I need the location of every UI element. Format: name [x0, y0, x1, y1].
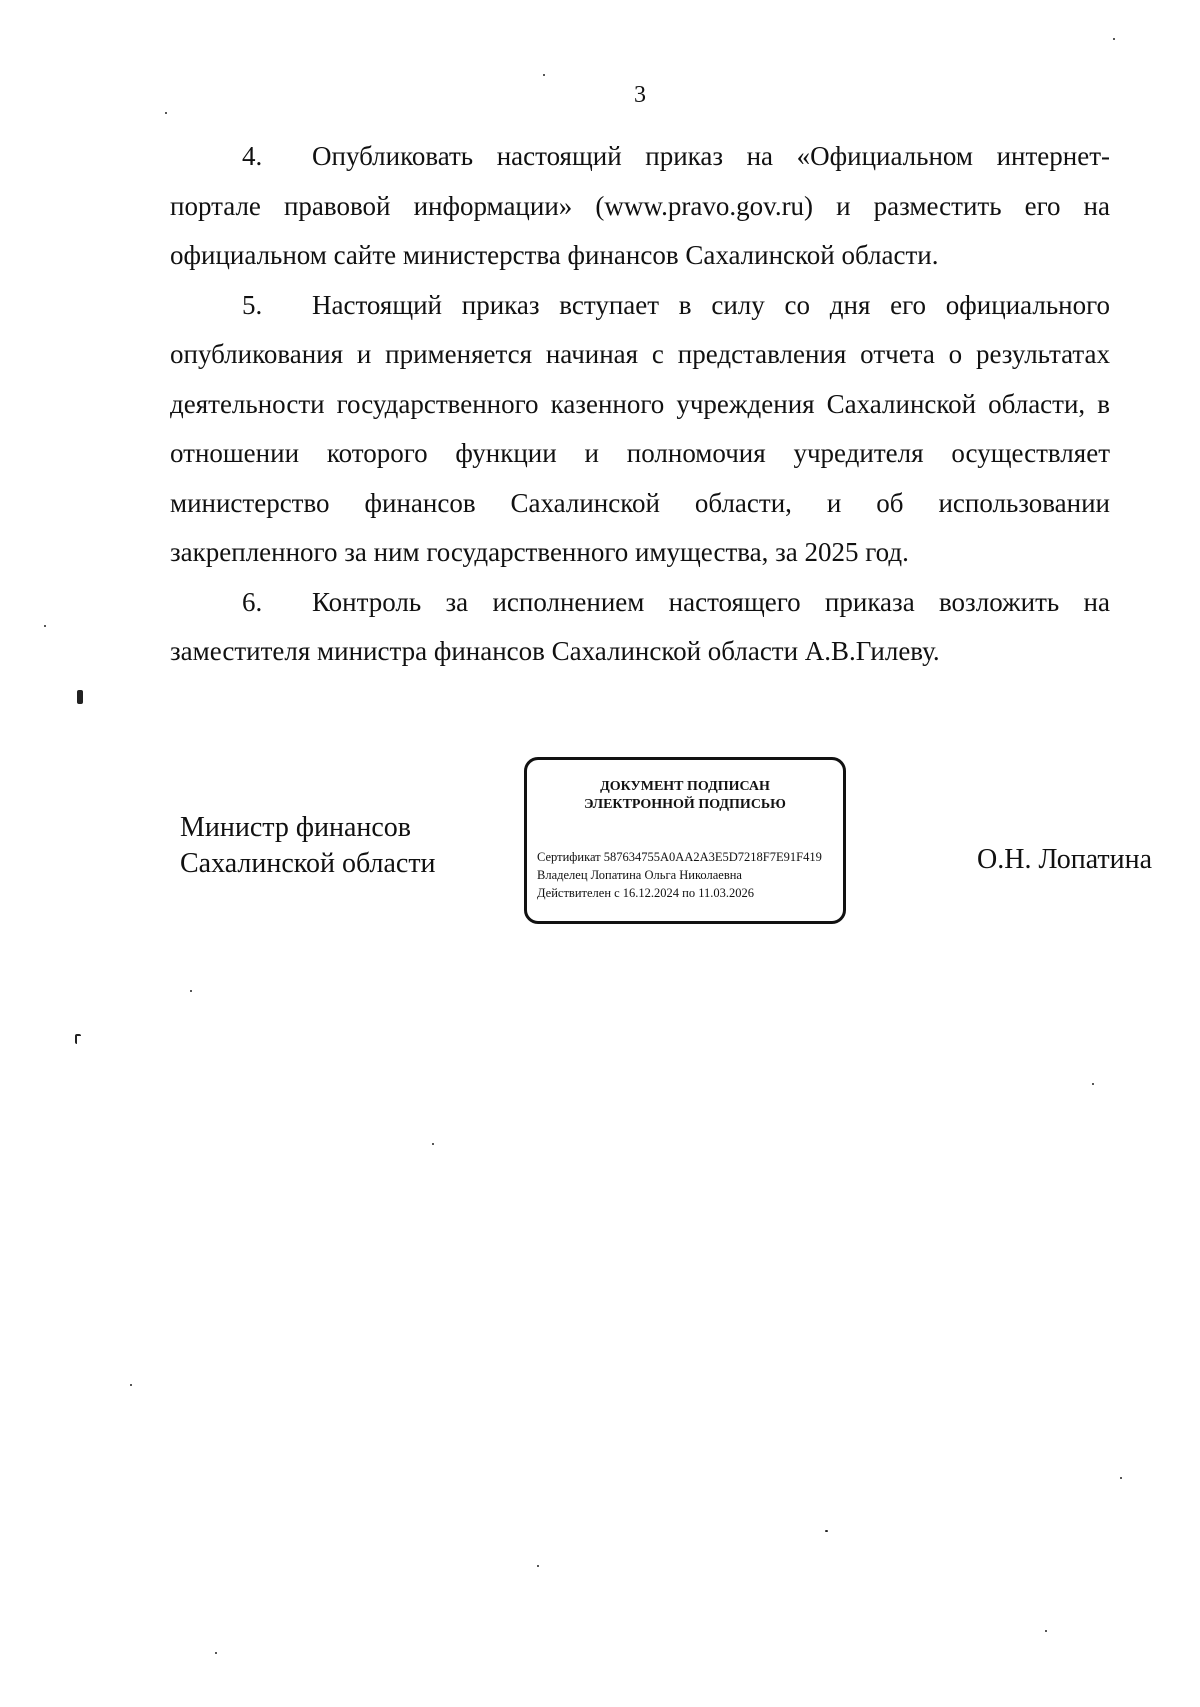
paragraph-number: 6.: [242, 586, 263, 617]
scan-speck: [543, 74, 545, 76]
signer-position-line-1: Министр финансов: [180, 812, 412, 843]
scan-speck: [1045, 1630, 1047, 1632]
stamp-validity: Действителен с 16.12.2024 по 11.03.2026: [537, 886, 755, 900]
scan-speck: [1113, 38, 1115, 40]
signer-name: О.Н. Лопатина: [977, 844, 1153, 875]
signer-position-line-2: Сахалинской области: [180, 848, 436, 879]
paragraph-number: 4.: [242, 141, 263, 171]
stamp-title-line-2: ЭЛЕКТРОННОЙ ПОДПИСЬЮ: [584, 797, 786, 812]
scan-mark: [77, 690, 83, 704]
paragraph-6: [170, 578, 1110, 677]
scan-mark: [75, 1034, 81, 1044]
paragraph-text: Настоящий приказ вступает в силу со дня его официального опубликования и применяется начиная с представления отчета о результатах деятельности государственного казенного учреждения Сахалинской области, в отношении которого функции и полномочия учредителя осуществляет министерство финансов Сахалинской области, и об использовании закрепленного за ним государственного имущества, за 2025 год.: [170, 289, 1110, 567]
scan-speck: [165, 112, 167, 114]
stamp-title: [527, 778, 843, 814]
paragraph-text: Контроль за исполнением настоящего приказа возложить на заместителя министра финансов Сахалинской области А.В.Гилеву.: [170, 586, 1110, 666]
scan-speck: [130, 1384, 132, 1386]
scan-speck: [215, 1652, 217, 1654]
stamp-certificate: Сертификат 587634755A0AA2A3E5D7218F7E91F419: [537, 850, 822, 864]
stamp-title-line-1: ДОКУМЕНТ ПОДПИСАН: [600, 779, 770, 794]
scan-speck: [44, 625, 46, 627]
scan-speck: [1092, 1083, 1094, 1085]
document-body: [170, 132, 1110, 677]
scan-speck: [537, 1565, 539, 1567]
scan-speck: [190, 990, 192, 992]
paragraph-4: [170, 132, 1110, 281]
scan-speck: [825, 1530, 828, 1532]
paragraph-text: Опубликовать настоящий приказ на «Официальном интернет-портале правовой информации» (www.pravo.gov.ru) и разместить его на официальном сайте министерства финансов Сахалинской области.: [170, 141, 1110, 270]
paragraph-number: 5.: [242, 289, 263, 320]
page-number: 3: [634, 82, 646, 108]
stamp-details: [537, 848, 822, 902]
scan-speck: [1120, 1477, 1122, 1479]
electronic-signature-stamp: [524, 757, 846, 924]
signer-position: [180, 810, 436, 882]
scan-speck: [432, 1143, 434, 1145]
stamp-owner: Владелец Лопатина Ольга Николаевна: [537, 868, 742, 882]
paragraph-5: [170, 281, 1110, 578]
